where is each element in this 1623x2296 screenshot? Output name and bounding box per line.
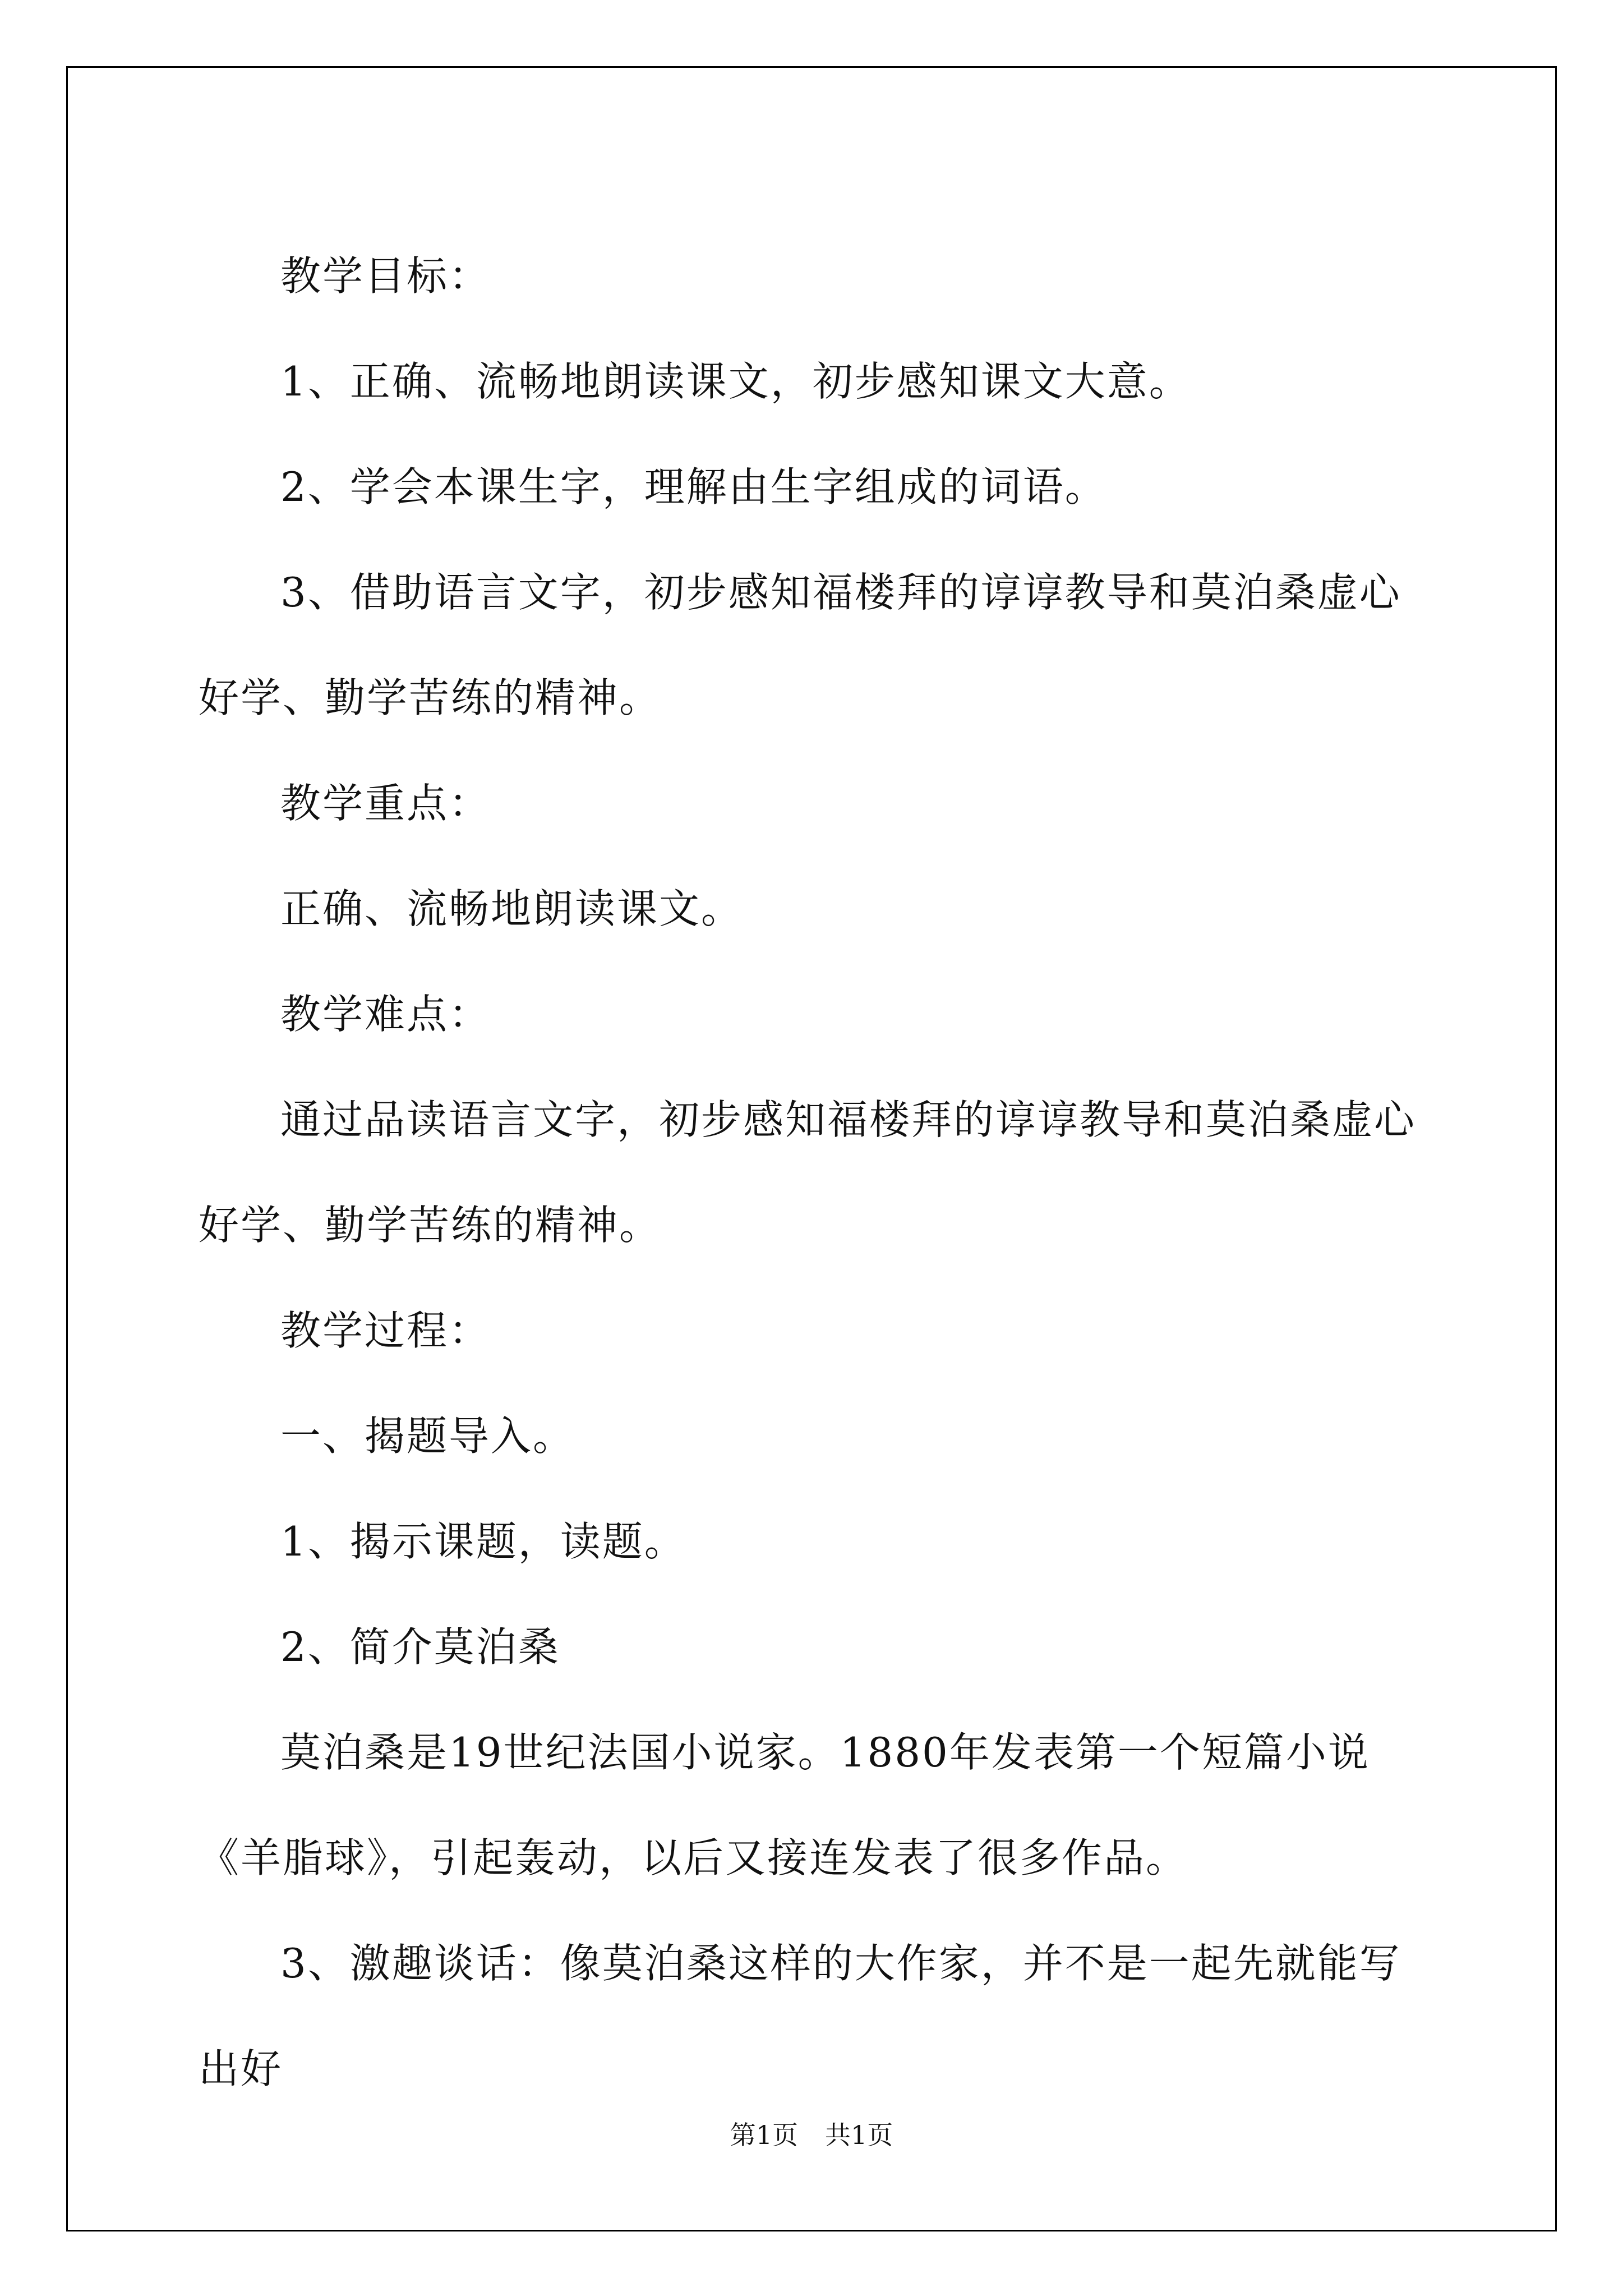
paragraph-step-1: 1、揭示课题，读题。 bbox=[280, 1518, 686, 1565]
paragraph-step-intro: 一、揭题导入。 bbox=[280, 1412, 575, 1460]
paragraph-difficulty: 通过品读语言文字，初步感知福楼拜的谆谆教导和莫泊桑虚心好学、勤学苦练的精神。 bbox=[199, 1096, 1417, 1249]
paragraph-key-point: 正确、流畅地朗读课文。 bbox=[280, 885, 744, 932]
paragraph-step-2: 2、简介莫泊桑 bbox=[280, 1623, 560, 1671]
paragraph-heading-key-points: 教学重点： bbox=[280, 780, 491, 827]
paragraph-heading-difficulties: 教学难点： bbox=[280, 991, 491, 1038]
paragraph-heading-objectives: 教学目标： bbox=[280, 252, 491, 300]
paragraph-objective-2: 2、学会本课生字，理解由生字组成的词语。 bbox=[280, 463, 1107, 510]
page-total: 共1页 bbox=[825, 2120, 893, 2150]
paragraph-objective-3: 3、借助语言文字，初步感知福楼拜的谆谆教导和莫泊桑虚心好学、勤学苦练的精神。 bbox=[199, 569, 1401, 721]
paragraph-step-3: 3、激趣谈话：像莫泊桑这样的大作家，并不是一起先就能写出好 bbox=[199, 1940, 1401, 2092]
paragraph-maupassant-bio: 莫泊桑是19世纪法国小说家。1880年发表第一个短篇小说《羊脂球》，引起轰动，以后又接连发表了很多作品。 bbox=[199, 1729, 1370, 1881]
paragraph-objective-1: 1、正确、流畅地朗读课文，初步感知课文大意。 bbox=[280, 358, 1191, 405]
document-body bbox=[199, 223, 1438, 2122]
paragraph-heading-process: 教学过程： bbox=[280, 1307, 491, 1354]
page-footer bbox=[0, 2115, 1623, 2152]
page-number: 第1页 bbox=[730, 2120, 798, 2150]
